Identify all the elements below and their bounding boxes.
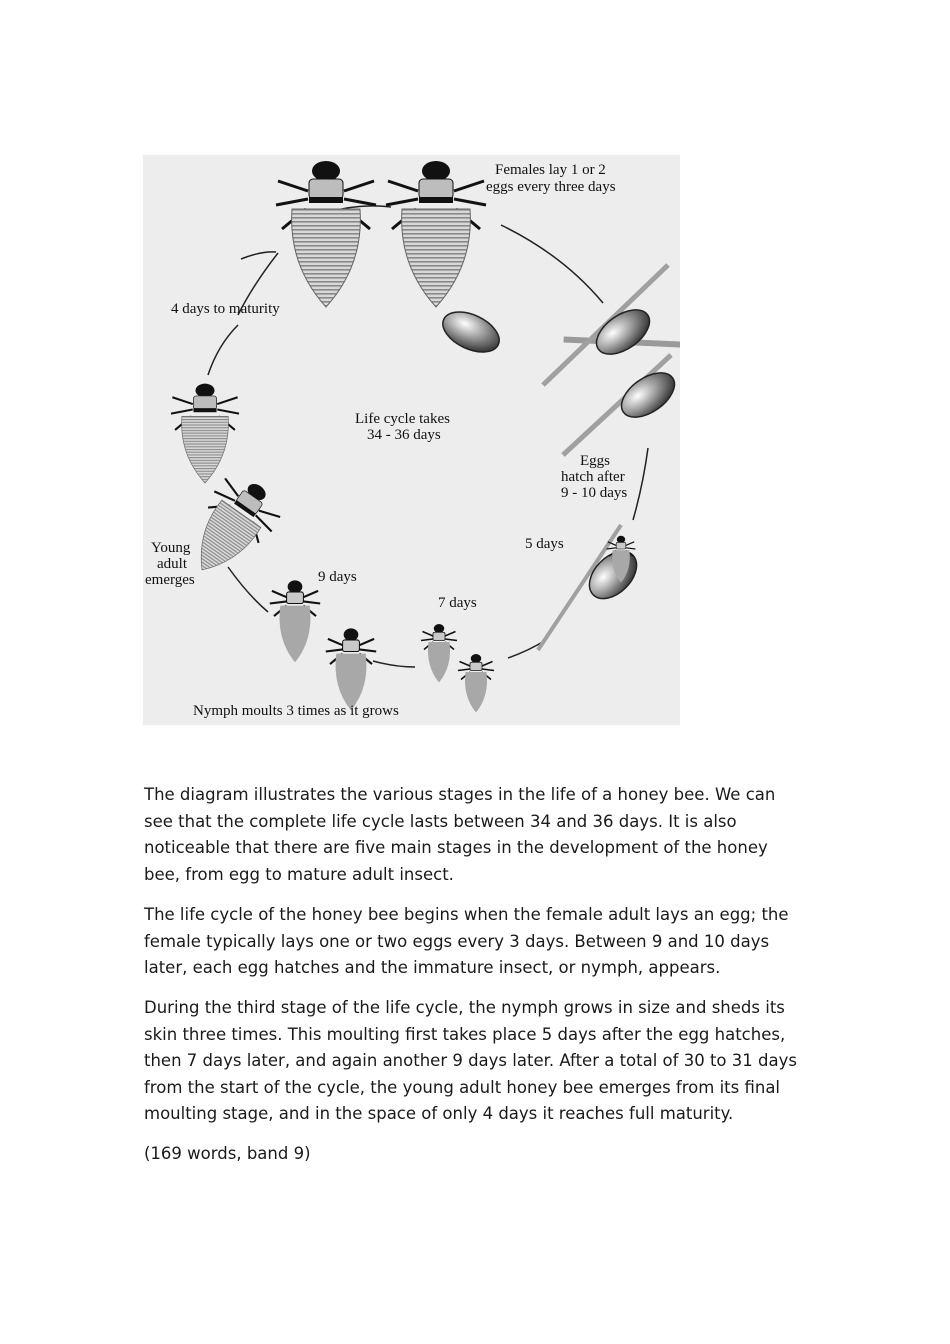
five-days-label: 5 days xyxy=(525,536,564,552)
adult-bee-icon xyxy=(386,161,486,307)
essay-paragraph-2: The life cycle of the honey bee begins when the female adult lays an egg; the female typically lays one or two eggs every 3 days. Between 9 and 10 days later, each egg hatches and the immature insect, or nymph, appears. xyxy=(144,905,789,977)
adult-bee-icon xyxy=(276,161,376,307)
nymph-moults-label: Nymph moults 3 times as it grows xyxy=(193,703,399,719)
essay-paragraph-3: During the third stage of the life cycle, the nymph grows in size and sheds its skin three times. This moulting first takes place 5 days after the egg hatches, then 7 days later, and again another 9 days later. After a total of 30 to 31 days from the start of the cycle, the young adult honey bee emerges from its final moulting stage, and in the space of only 4 days it reaches full maturity. xyxy=(144,998,797,1123)
egg-icon xyxy=(437,304,506,360)
eggs-hatch-label: Eggs xyxy=(580,453,610,469)
word-count-note: (169 words, band 9) xyxy=(144,1144,311,1163)
nymph-icon xyxy=(421,624,457,683)
egg-icon xyxy=(614,364,680,426)
life-cycle-svg xyxy=(143,155,680,725)
maturity-label: 4 days to maturity xyxy=(171,301,280,317)
young-adult-label: Young xyxy=(151,540,191,556)
eggs-hatch-label: 9 - 10 days xyxy=(561,485,628,501)
essay-paragraph-1: The diagram illustrates the various stages in the life of a honey bee. We can see that the complete life cycle lasts between 34 and 36 days. It is also noticeable that there are five main stages in the development of the honey bee, from egg to mature adult insect. xyxy=(144,785,776,884)
young-adult-label: emerges xyxy=(145,572,195,588)
females-lay-label: eggs every three days xyxy=(486,179,616,195)
seven-days-label: 7 days xyxy=(438,595,477,611)
young-adult-bee-icon xyxy=(171,384,239,483)
nymph-icon xyxy=(326,628,376,710)
life-cycle-diagram xyxy=(143,155,680,725)
nymph-icon xyxy=(458,654,494,713)
females-lay-label: Females lay 1 or 2 xyxy=(495,162,606,178)
center-label: Life cycle takes xyxy=(355,411,450,427)
young-adult-label: adult xyxy=(157,556,187,572)
nymph-icon xyxy=(270,580,320,662)
eggs-hatch-label: hatch after xyxy=(561,469,625,485)
nine-days-label: 9 days xyxy=(318,569,357,585)
center-label: 34 - 36 days xyxy=(367,427,441,443)
